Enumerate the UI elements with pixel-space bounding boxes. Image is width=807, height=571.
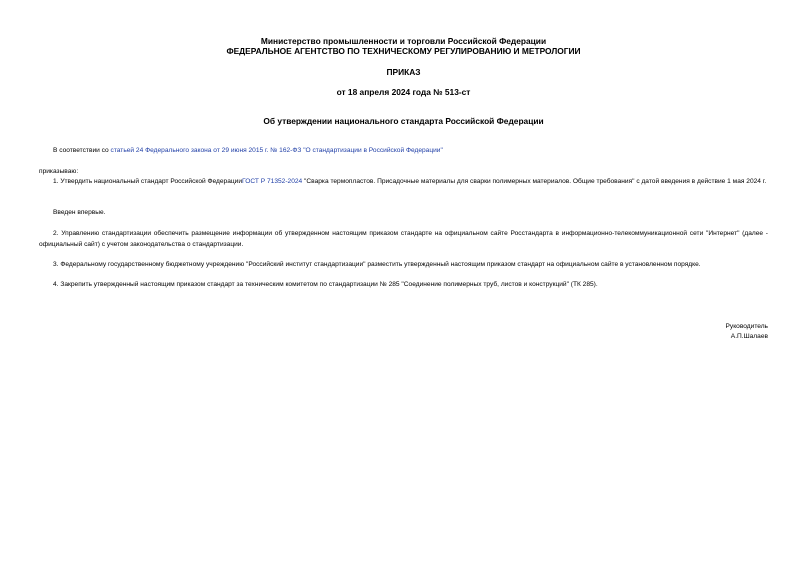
signature-name: А.П.Шалаев <box>730 333 768 340</box>
preamble-prefix: В соответствии со <box>53 147 111 154</box>
document-date-number: от 18 апреля 2024 года № 513-ст <box>336 87 471 97</box>
item-3-paragraph: 3. Федеральному государственному бюджетному учреждению "Российский институт стандартизации" разместить утвержденный настоящим приказом стандарт на официальном сайте в установленном порядке. <box>53 261 701 268</box>
agency-name: ФЕДЕРАЛЬНОЕ АГЕНТСТВО ПО ТЕХНИЧЕСКОМУ РЕГУЛИРОВАНИЮ И МЕТРОЛОГИИ <box>226 46 581 56</box>
item-2-paragraph: 2. Управлению стандартизации обеспечить размещение информации об утвержденном настоящим приказом стандарте на официальном сайте Росстандарта в информационно-телекоммуникационной сети "Интернет" (далее - официальный сайт) с учетом законодательства о стандартизации. <box>39 230 768 248</box>
federal-law-link[interactable]: статьей 24 Федерального закона от 29 июня 2015 г. № 162-ФЗ "О стандартизации в Российской Федерации" <box>110 147 443 154</box>
order-word: приказываю: <box>39 168 79 175</box>
document-title: Об утверждении национального стандарта Российской Федерации <box>263 116 544 126</box>
signature-position: Руководитель <box>725 323 768 330</box>
introduced-first-note: Введен впервые. <box>53 209 106 216</box>
item-4-paragraph: 4. Закрепить утвержденный настоящим приказом стандарт за техническим комитетом по стандартизации № 285 "Соединение полимерных труб, листов и конструкций" (ТК 285). <box>53 281 598 288</box>
item-1-paragraph <box>39 177 768 188</box>
item-1-suffix: "Сварка термопластов. Присадочные материалы для сварки полимерных материалов. Общие требования" с датой введения в действие 1 мая 2024 г. <box>302 178 767 185</box>
gost-standard-link[interactable]: ГОСТ Р 71352-2024 <box>242 178 303 185</box>
ministry-name: Министерство промышленности и торговли Российской Федерации <box>260 36 547 46</box>
preamble-paragraph <box>39 146 768 157</box>
document-type: ПРИКАЗ <box>386 67 421 77</box>
item-1-prefix: 1. Утвердить национальный стандарт Российской Федерации <box>53 178 243 185</box>
